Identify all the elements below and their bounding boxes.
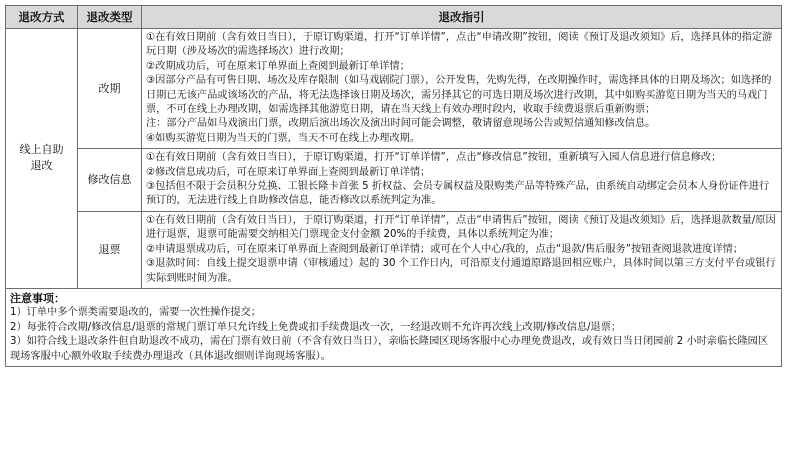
note-item: 2）每张符合改期/修改信息/退票的常规门票订单只允许线上免费或扣手续费退改一次，一经退改则不允许再次线上改期/修改信息/退票； [10,321,622,333]
guide-reschedule [142,29,782,149]
guide-refund [142,211,782,288]
guide-line: ②修改信息成功后，可在原来订单界面上查阅到最新订单详情； [146,166,431,178]
notes-cell [6,288,782,366]
type-modify-info: 修改信息 [78,149,142,212]
row-refund [6,211,782,288]
guide-line: 注：部分产品如马戏演出门票，改期后演出场次及演出时间可能会调整，敬请留意现场公告或短信通知修改信息。 [146,118,656,130]
type-refund: 退票 [78,211,142,288]
guide-line: ①在有效日期前（含有效日当日），于原订购渠道，打开“订单详情”，点击“申请售后”按钮，阅读《预订及退改须知》后，选择退款数量/原因进行退票，退票可能需要交纳相关门票现金支付金额 20%的手续费，具体以系统判定为准； [146,214,776,241]
notes-list [6,306,781,366]
method-label: 线上自助退改 [19,143,64,173]
method-cell [6,29,78,289]
notes-title: 注意事项： [10,291,65,305]
guide-line: ①在有效日期前（含有效日当日），于原订购渠道，打开“订单详情”，点击“申请改期”按钮，阅读《预订及退改须知》后，选择具体的指定游玩日期（涉及场次的需选择场次）进行改期； [146,32,773,58]
type-reschedule: 改期 [78,29,142,149]
guide-line: ③退款时间：自线上提交退票申请（审核通过）起的 30 个工作日内，可沿原支付通道原路退回相应账户，具体时间以第三方支付平台或银行实际到账时间为准。 [146,258,776,284]
notes-row [6,288,782,366]
note-item: 3）如符合线上退改条件但自助退改不成功，需在门票有效日前（不含有效日当日），亲临长隆园区现场客服中心办理免费退改，或有效日当日闭园前 2 小时亲临长隆园区现场客服中心额外收取手续费办理退改（具体退改细则详询现场客服）。 [10,336,769,362]
row-reschedule [6,29,782,149]
guide-line: ④如购买游览日期为当天的门票，当天不可在线上办理改期。 [146,132,421,144]
row-modify-info [6,149,782,212]
refund-policy-table [5,5,782,367]
header-guide: 退改指引 [142,6,782,29]
guide-line: ②改期成功后，可在原来订单界面上查阅到最新订单详情； [146,60,410,72]
guide-line: ③因部分产品有可售日期、场次及库存限制（如马戏剧院门票），公开发售，先购先得，在改期操作时，需选择具体的日期及场次；如选择的日期已无该产品或该场次的产品，将无法选择该日期及场次，需另择其它的可选日期及场次进行改期，其中如购买游览日期为当天的马戏门票，不可在线上办理改期，如需选择其他游览日期，请在当天线上有效办理时段内，收取手续费退票后重新购票； [146,75,772,116]
guide-line: ②申请退票成功后，可在原来订单界面上查阅到最新订单详情；或可在个人中心/我的，点击“退款/售后服务”按钮查阅退款进度详情； [146,243,744,255]
guide-line: ③包括但不限于会员积分兑换、工银长隆卡首张 5 折权益、会员专属权益及限购类产品等特殊产品，由系统自动绑定会员本人身份证件进行预订的，无法进行线上自助修改信息，能否修改以系统判定为准。 [146,181,770,207]
note-item: 1）订单中多个票类需要退改的，需要一次性操作提交； [10,306,261,318]
guide-modify-info [142,149,782,212]
guide-line: ①在有效日期前（含有效日当日），于原订购渠道，打开“订单详情”，点击“修改信息”按钮，重新填写入园人信息进行信息修改； [146,152,722,164]
header-method: 退改方式 [6,6,78,29]
header-type: 退改类型 [78,6,142,29]
header-row [6,6,782,29]
